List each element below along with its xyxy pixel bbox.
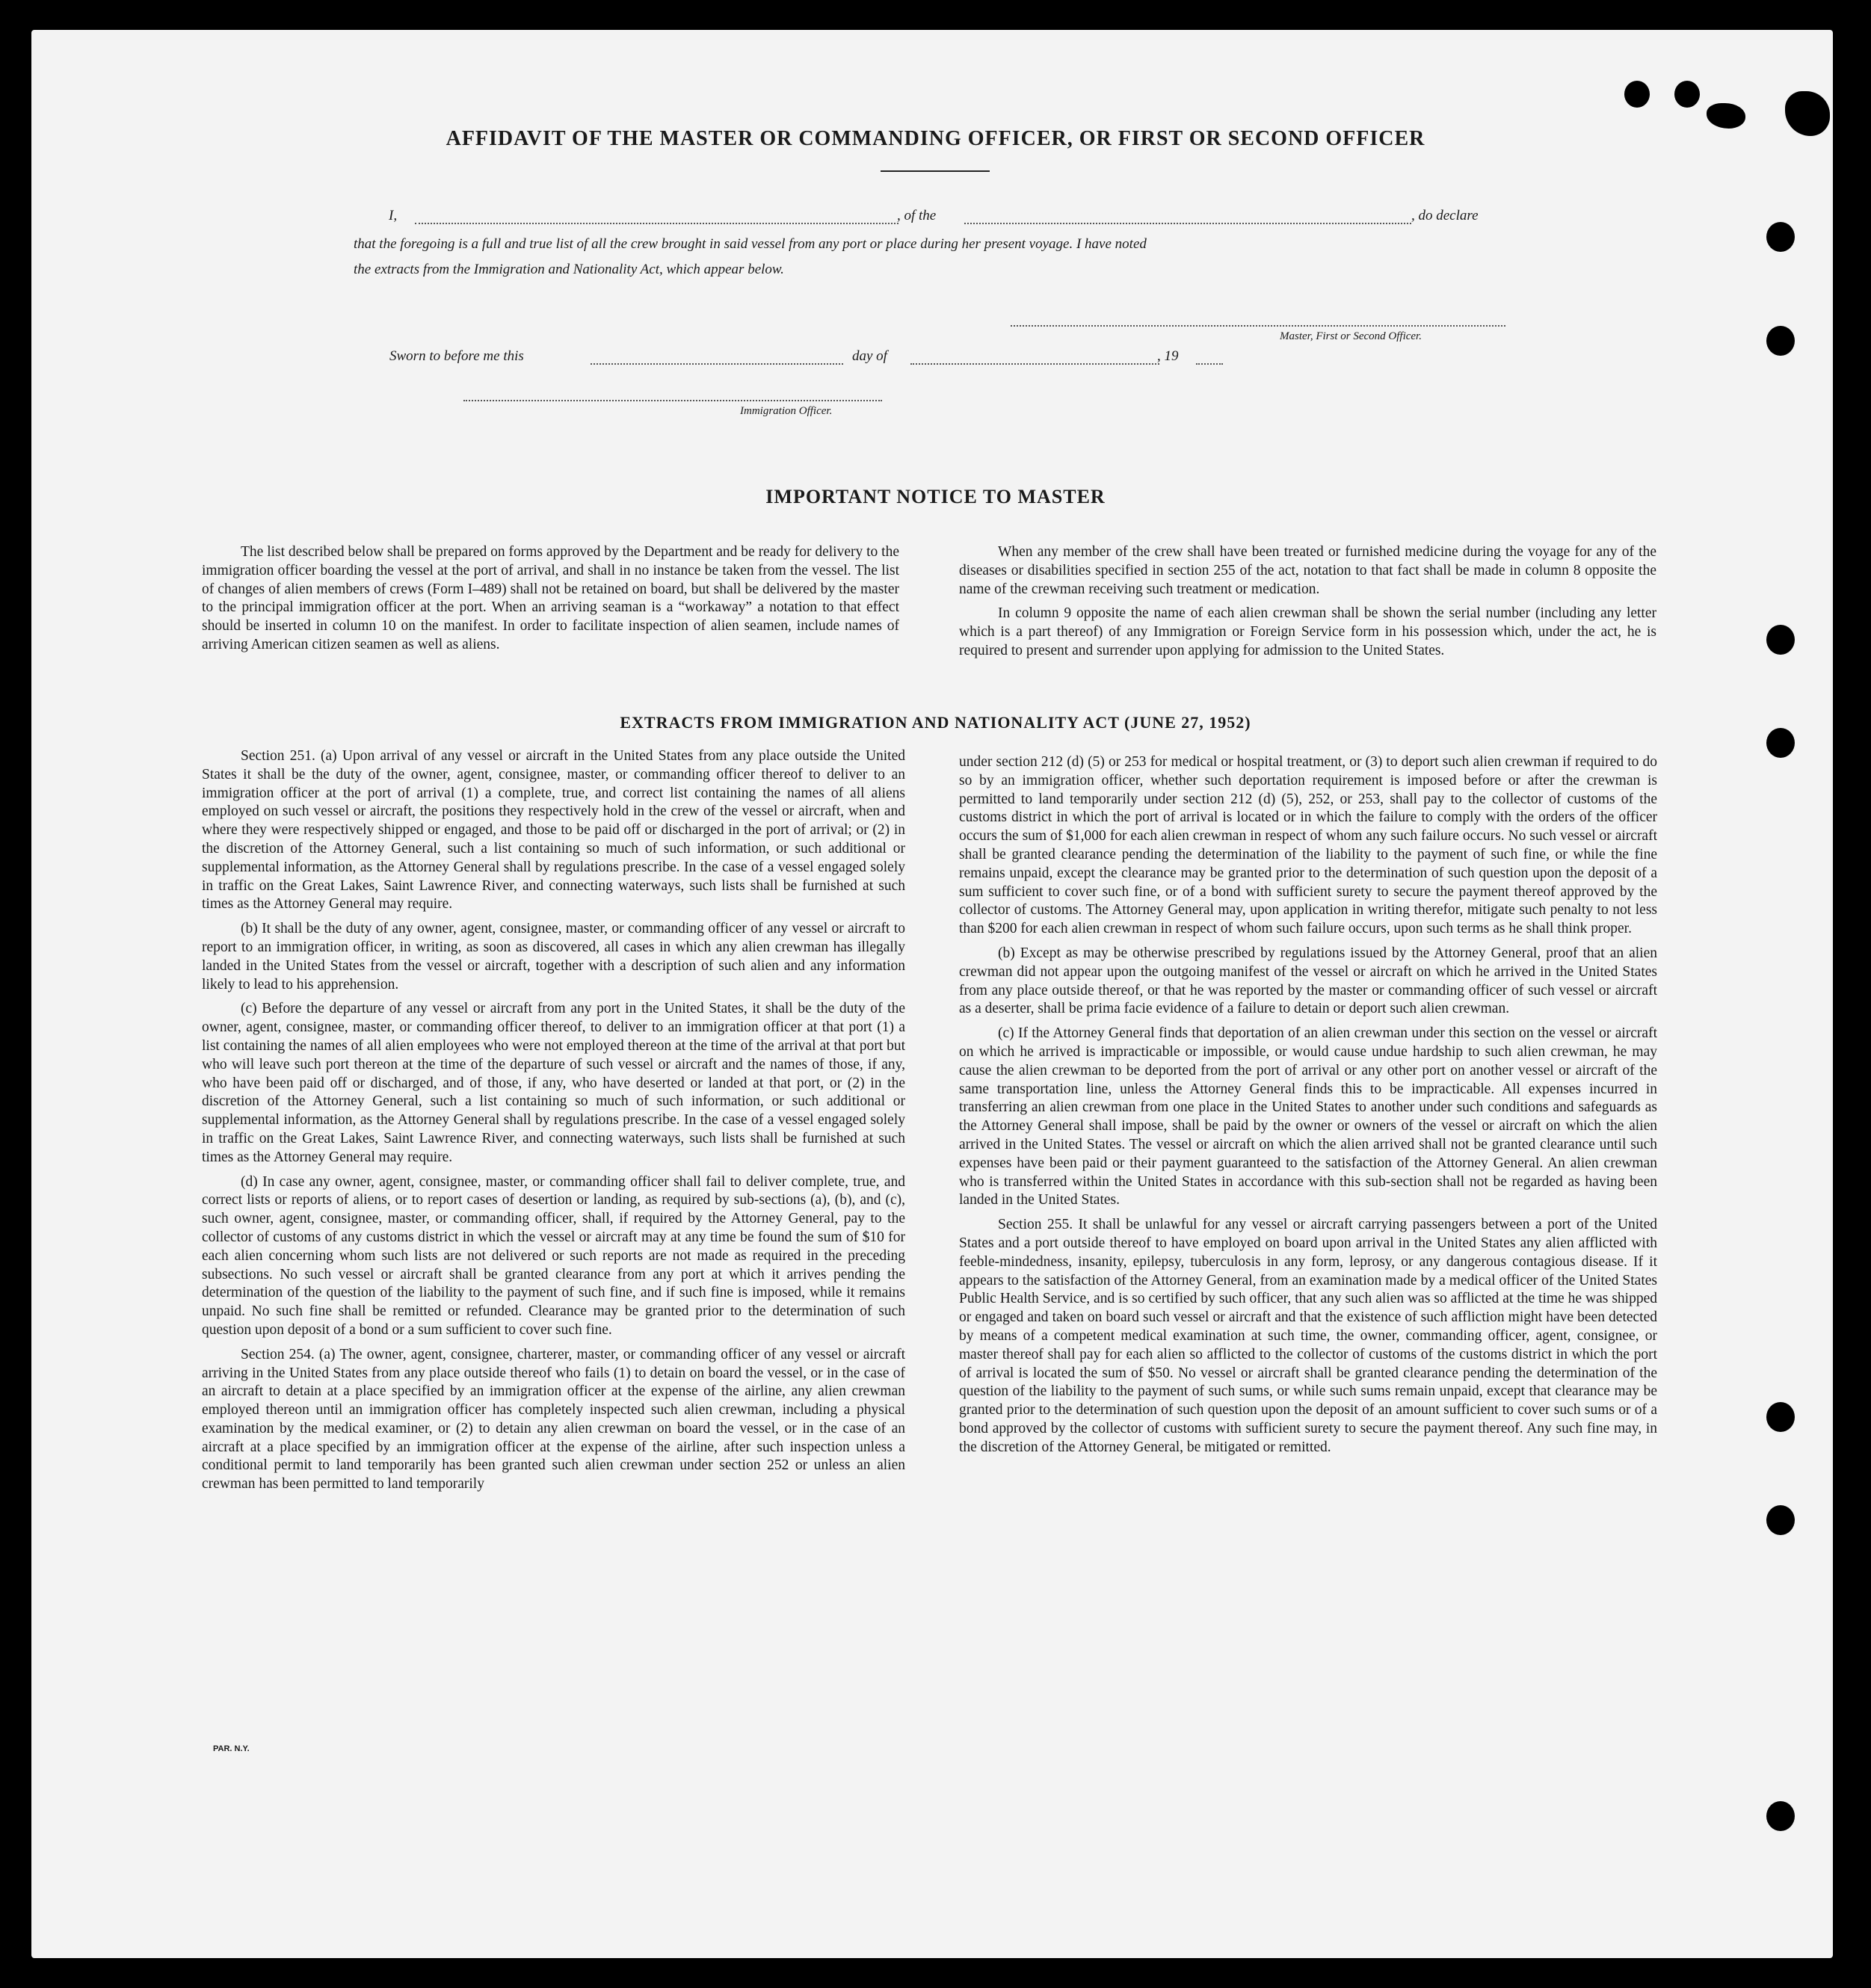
year-label: , 19 <box>1157 348 1179 364</box>
extracts-left-column <box>202 747 905 1500</box>
extract-paragraph: (c) Before the departure of any vessel or aircraft from any port in the United States, it shall be the duty of the owner, agent, consignee, master, or commanding officer thereof, to deliver to an immigration officer at that port (1) a list containing the names of all alien employees who were not employed thereon at the time of the arrival at that port but who will leave such port thereon at the time of the departure of such vessel or aircraft and the names of those, if any, who have been paid off or discharged, and of those, if any, who have deserted or landed at that port, or (2) in the discretion of the Attorney General, such a list containing so much of such information, or such additional or supplemental information, as the Attorney General shall by regulations prescribe. In the case of a vessel engaged solely in traffic on the Great Lakes, Saint Lawrence River, and connecting waterways, such lists shall be furnished at such times as the Attorney General may require. <box>202 1001 905 1165</box>
master-signature-caption: Master, First or Second Officer. <box>1280 330 1422 342</box>
notice-paragraph: The list described below shall be prepared on forms approved by the Department and be ready for delivery to the immigration officer boarding the vessel at the port of arrival, and shall in no instance be taken from the vessel. The list of changes of alien members of crews (Form I–489) shall not be retained on board, but shall be delivered by the master to the principal immigration officer at the port. When an arriving seaman is a “workaway” a notation to that effect should be inserted in column 10 on the manifest. In order to facilitate inspection of alien seamen, include names of arriving American citizen seamen as well as aliens. <box>202 544 899 652</box>
sworn-day-field[interactable] <box>591 363 843 365</box>
officer-signature-field[interactable] <box>463 400 882 401</box>
extract-paragraph: Section 251. (a) Upon arrival of any vessel or aircraft in the United States from any place outside the United States it shall be the duty of the owner, agent, consignee, master, or commanding officer thereof to deliver to an immigration officer at the port of arrival (1) a complete, true, and correct list containing the names of all aliens employed on such vessel or aircraft, the positions they respectively hold in the crew of the vessel or aircraft, when and where they were respectively shipped or engaged, and those to be paid off or discharged in the port of arrival; or (2) in the discretion of the Attorney General, such a list containing so much of such information, or such additional or supplemental information, as the Attorney General shall by regulations prescribe. In the case of a vessel engaged solely in traffic on the Great Lakes, Saint Lawrence River, and connecting waterways, such lists shall be furnished at such times as the Attorney General may require. <box>202 748 905 913</box>
sworn-label: Sworn to before me this <box>389 348 524 364</box>
notice-paragraph: When any member of the crew shall have been treated or furnished medicine during the voyage for any of the diseases or disabilities specified in section 255 of the act, notation to that fact shall be made in column 8 opposite the name of the crewman receiving such treatment or medication. <box>959 544 1656 597</box>
punch-hole <box>1766 1801 1795 1831</box>
extract-paragraph: (b) Except as may be otherwise prescribed by regulations issued by the Attorney General, proof that an alien crewman did not appear upon the outgoing manifest of the vessel or aircraft on which he arrived in the United States from any place outside thereof, or that he was reported by the master or commanding officer of such vessel or aircraft as a deserter, shall be prima facie evidence of a failure to detain or deport such alien crewman. <box>959 945 1657 1017</box>
extract-paragraph: (c) If the Attorney General finds that deportation of an alien crewman under this section on the vessel or aircraft on which he arrived is impracticable or impossible, or would cause undue hardship to such alien crewman, he may cause the alien crewman to be deported from the port of arrival or any other port on another vessel or aircraft of the same transportation line, unless the Attorney General finds this to be impracticable. All expenses incurred in transferring an alien crewman from one place in the United States to another under such conditions and safeguards as the Attorney General shall impose, shall be paid by the owner or owners of the vessel or aircraft on which the alien arrived in the United States. The vessel or aircraft on which the alien arrived shall not be granted clearance until such expenses have been paid or their payment guaranteed to the satisfaction of the Attorney General. An alien crewman who is transferred within the United States in accordance with this sub-section shall not be regarded as having been landed in the United States. <box>959 1025 1657 1208</box>
extract-paragraph: (d) In case any owner, agent, consignee, master, or commanding officer shall fail to deliver complete, true, and correct lists or reports of aliens, or to report cases of desertion or landing, as required by sub-sections (a), (b), and (c), such owner, agent, consignee, master, or commanding officer, shall, if required by the Attorney General, pay to the collector of customs of any customs district in which the vessel or aircraft may at any time be found the sum of $10 for each alien concerning whom such lists are not delivered or such reports are not made as required in the preceding subsections. No such vessel or aircraft shall be granted clearance from any port at which it arrives pending the determination of the question of the liability to the payment of such fine, and if such fine is imposed, while it remains unpaid. No such fine shall be remitted or refunded. Clearance may be granted prior to the determination of such question upon deposit of a bond or a sum sufficient to cover such fine. <box>202 1173 905 1338</box>
extracts-title: EXTRACTS FROM IMMIGRATION AND NATIONALITY ACT (JUNE 27, 1952) <box>620 713 1251 732</box>
punch-hole <box>1766 326 1795 356</box>
extract-paragraph: Section 254. (a) The owner, agent, consignee, charterer, master, or commanding officer of any vessel or aircraft arriving in the United States from any place outside thereof who fails (1) to detain on board the vessel, or in the case of an aircraft to detain at a place specified by an immigration officer at the expense of the airline, any alien crewman employed thereon until an immigration officer has completely inspected such alien crewman, including a physical examination by the medical examiner, or (2) to detain any alien crewman on board the vessel, or in the case of an aircraft at a place specified by an immigration officer at the expense of the airline, after such inspection unless a conditional permit to land temporarily has been granted such alien crewman under section 252 or unless an alien crewman has been permitted to land temporarily <box>202 1346 905 1492</box>
notice-right-column <box>959 543 1656 667</box>
declarant-label: I, <box>389 208 398 223</box>
notice-title: IMPORTANT NOTICE TO MASTER <box>765 486 1106 507</box>
punch-hole <box>1766 728 1795 758</box>
sworn-month-field[interactable] <box>910 363 1159 365</box>
title-rule <box>881 170 990 172</box>
officer-signature-caption: Immigration Officer. <box>740 405 833 417</box>
printer-mark: PAR. N.Y. <box>213 1744 250 1753</box>
do-declare-label: , do declare <box>1411 208 1479 223</box>
punch-hole <box>1766 1402 1795 1432</box>
statement-line-1: that the foregoing is a full and true list of all the crew brought in said vessel from any port or place during her present voyage. I have noted <box>354 236 1147 252</box>
extract-paragraph: under section 212 (d) (5) or 253 for medical or hospital treatment, or (3) to deport such alien crewman if required to do so by an immigration officer, whether such deportation requirement is imposed before or after the crewman is permitted to land temporarily under section 212 (d) (5), 252, or 253, shall pay to the collector of customs of the customs district in which the port of arrival is located or in which the failure to comply with the orders of the officer occurs the sum of $1,000 for each alien crewman in respect of whom any such failure occurs. No such vessel or aircraft shall be granted clearance pending the determination of the liability to the payment of such fine, or while the fine remains unpaid, except the clearance may be granted prior to the determination of such question upon the deposit of a sum sufficient to cover such fine, or of a bond with sufficient surety to secure the payment thereof approved by the collector of customs. The Attorney General may, upon application in writing therefor, mitigate such penalty to not less than $200 for each alien crewman in respect of whom such failure occurs, upon such terms as he shall think proper. <box>959 754 1657 937</box>
affidavit-title: AFFIDAVIT OF THE MASTER OR COMMANDING OFFICER, OR FIRST OR SECOND OFFICER <box>446 127 1425 150</box>
notice-paragraph: In column 9 opposite the name of each alien crewman shall be shown the serial number (including any letter which is a part thereof) of any Immigration or Foreign Service form in his possession which, under the act, he is required to present and surrender upon applying for admission to the United States. <box>959 605 1656 658</box>
statement-line-2: the extracts from the Immigration and Nationality Act, which appear below. <box>354 262 784 277</box>
sworn-year-field[interactable] <box>1196 363 1223 365</box>
extract-paragraph: (b) It shall be the duty of any owner, agent, consignee, master, or commanding officer of any vessel or aircraft to report to an immigration officer, in writing, as soon as discovered, all cases in which any alien crewman has illegally landed in the United States from the vessel or aircraft, together with a description of such alien and any information likely to lead to his apprehension. <box>202 921 905 993</box>
extracts-right-column <box>959 753 1657 1463</box>
extract-paragraph: Section 255. It shall be unlawful for any vessel or aircraft carrying passengers between a port of the United States and a port outside thereof to have employed on board upon arrival in the United States any alien afflicted with feeble-mindedness, insanity, epilepsy, tuberculosis in any form, leprosy, or any dangerous contagious disease. If it appears to the satisfaction of the Attorney General, from an examination made by a medical officer of the United States Public Health Service, and is so certified by such officer, that any such alien was so afflicted at the time he was shipped or engaged and taken on board such vessel or aircraft and that the existence of such affliction might have been detected by means of a competent medical examination at such time, the owner, commanding officer, agent, consignee, or master thereof shall pay for each alien so afflicted to the collector of customs of the customs district in which the port of arrival is located the sum of $50. No vessel or aircraft shall be granted clearance pending the determination of the question of the liability to the payment of such sums, or while such sums remain unpaid, except that clearance may be granted prior to the determination of such question upon the deposit of an amount sufficient to cover such sums or of a bond approved by the collector of customs with sufficient surety to secure the payment thereof. Any such fine may, in the discretion of the Attorney General, be mitigated or remitted. <box>959 1217 1657 1455</box>
vessel-name-field[interactable] <box>964 223 1411 224</box>
punch-hole <box>1674 81 1700 108</box>
declarant-name-field[interactable] <box>415 223 898 224</box>
of-the-label: , of the <box>897 208 937 223</box>
punch-hole <box>1766 625 1795 655</box>
punch-hole <box>1766 1505 1795 1535</box>
punch-hole <box>1766 222 1795 252</box>
punch-hole <box>1624 81 1650 108</box>
master-signature-field[interactable] <box>1011 325 1505 327</box>
notice-left-column <box>202 543 899 661</box>
day-of-label: day of <box>852 348 887 364</box>
